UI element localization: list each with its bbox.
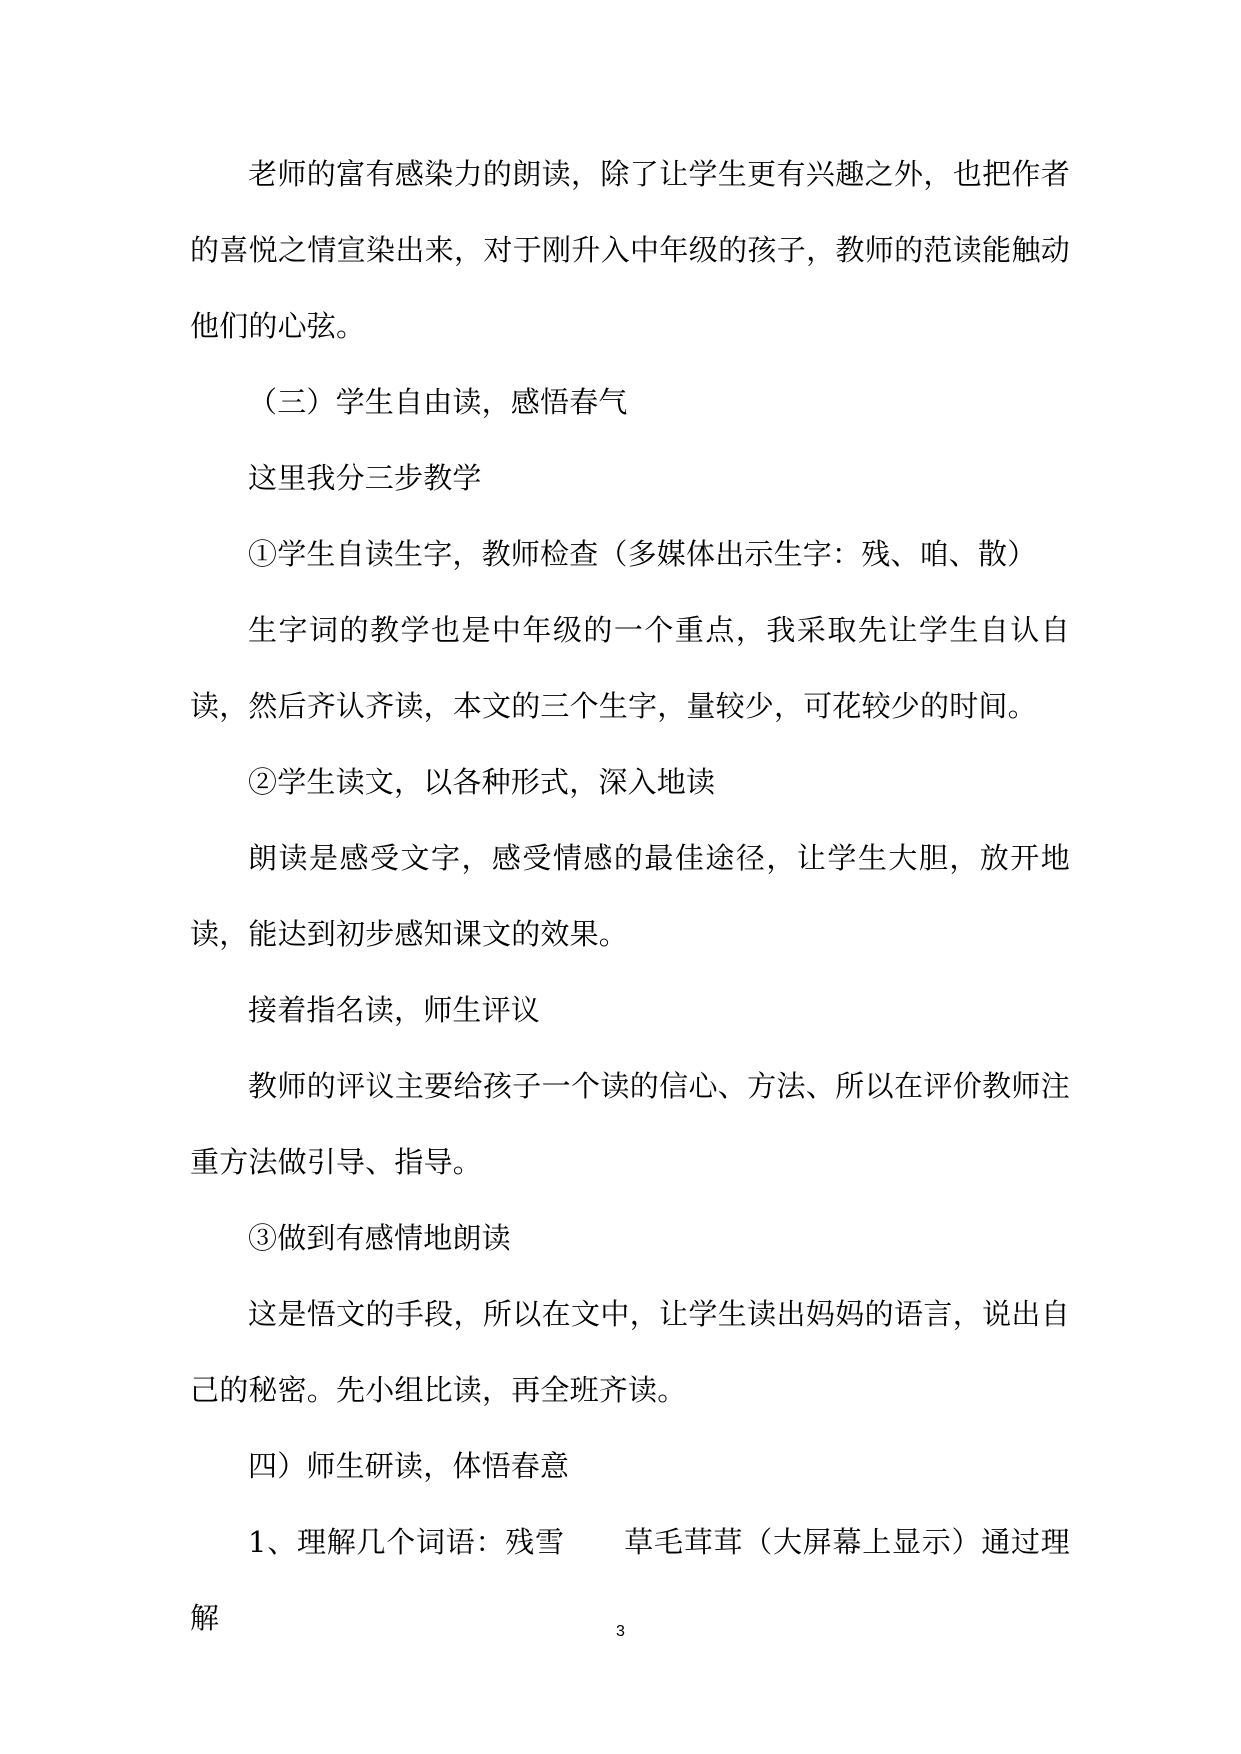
paragraph: 教师的评议主要给孩子一个读的信心、方法、所以在评价教师注重方法做引导、指导。: [190, 1069, 1070, 1179]
paragraph: 这是悟文的手段，所以在文中，让学生读出妈妈的语言，说出自己的秘密。先小组比读，再全班齐读。: [190, 1297, 1070, 1407]
paragraph: 老师的富有感染力的朗读，除了让学生更有兴趣之外，也把作者的喜悦之情宣染出来，对于刚升入中年级的孩子，教师的范读能触动他们的心弦。: [190, 157, 1070, 343]
paragraph: 1、理解几个词语：残雪 草毛茸茸（大屏幕上显示）通过理解: [190, 1525, 1070, 1635]
section-heading: （三）学生自由读，感悟春气: [248, 385, 628, 419]
body-text: [190, 136, 1070, 1656]
step-heading: ②学生读文，以各种形式，深入地读: [248, 765, 716, 799]
step-heading: ①学生自读生字，教师检查（多媒体出示生字：残、咱、散）: [248, 537, 1037, 571]
paragraph: 朗读是感受文字，感受情感的最佳途径，让学生大胆，放开地读，能达到初步感知课文的效果。: [190, 841, 1070, 951]
section-heading: 四）师生研读，体悟春意: [248, 1449, 570, 1483]
paragraph: 这里我分三步教学: [248, 461, 482, 495]
step-heading: ③做到有感情地朗读: [248, 1221, 511, 1255]
paragraph: 生字词的教学也是中年级的一个重点，我采取先让学生自认自读，然后齐认齐读，本文的三个生字，量较少，可花较少的时间。: [190, 613, 1070, 723]
paragraph: 接着指名读，师生评议: [248, 993, 541, 1027]
page-number: 3: [616, 1623, 625, 1640]
